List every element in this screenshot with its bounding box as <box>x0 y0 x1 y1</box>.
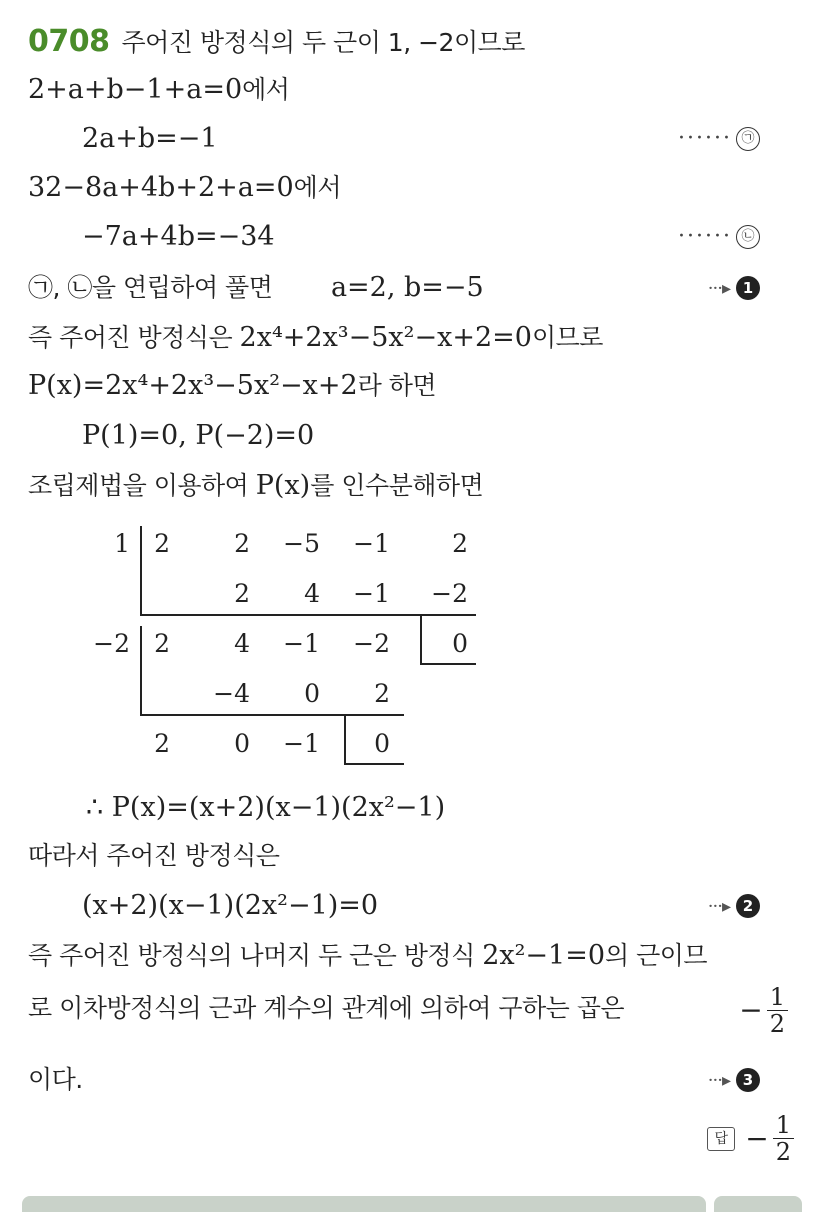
answer-numerator: 1 <box>773 1112 794 1139</box>
divisor: −2 <box>93 629 130 658</box>
text: 에서 <box>293 173 341 202</box>
equation: (x+2)(x−1)(2x²−1)=0 <box>82 890 379 921</box>
equation: P(1)=0, P(−2)=0 <box>82 420 315 451</box>
solution-line <box>28 270 794 306</box>
divider-line <box>420 616 422 664</box>
divider-line <box>344 763 404 765</box>
coef: 0 <box>234 729 250 758</box>
equation: 32−8a+4b+2+a=0 <box>28 172 294 203</box>
step-marker <box>708 1062 760 1099</box>
text: 이다. <box>28 1065 83 1094</box>
circled-label: ㉠ <box>736 127 760 151</box>
divider-line <box>140 714 404 716</box>
coef: 2 <box>154 629 170 658</box>
coef: 2 <box>374 679 390 708</box>
coef: 4 <box>304 579 320 608</box>
answer-icon: 답 <box>707 1127 735 1151</box>
text: 로 이차방정식의 근과 계수의 관계에 의하여 구하는 곱은 <box>28 993 625 1023</box>
coef: −1 <box>283 629 320 658</box>
step-marker <box>708 270 760 307</box>
problem-header <box>28 24 794 61</box>
text: 에서 <box>242 75 290 104</box>
remainder: 0 <box>374 729 390 758</box>
divider-line <box>420 663 476 665</box>
dotted-arrow-icon: ···▸ <box>707 1070 730 1091</box>
text: ㉠, ㉡을 연립하여 풀면 <box>28 273 273 302</box>
coef: 2 <box>452 529 468 558</box>
text: 즉 주어진 방정식의 나머지 두 근은 방정식 <box>28 941 483 970</box>
coef: −1 <box>353 529 390 558</box>
text-line <box>28 838 794 874</box>
divider-line <box>140 626 142 716</box>
equation: 2x⁴+2x³−5x²−x+2=0 <box>239 322 532 353</box>
fraction-value: − $\frac{1}{2}$ <box>739 984 788 1037</box>
equation: ∴ P(x)=(x+2)(x−1)(2x²−1) <box>86 792 446 823</box>
step-badge-icon: 1 <box>736 276 760 300</box>
text: 를 인수분해하면 <box>310 471 484 500</box>
equation: 2+a+b−1+a=0 <box>28 74 243 105</box>
circled-label: ㉡ <box>736 225 760 249</box>
equation-line <box>82 121 794 157</box>
text: 즉 주어진 방정식은 <box>28 323 240 352</box>
dots-icon: ······ <box>678 126 732 151</box>
divider-line <box>140 614 476 616</box>
equation-line <box>28 170 794 206</box>
divider-line <box>140 526 142 616</box>
problem-number: 0708 <box>28 24 110 59</box>
equation: −7a+4b=−34 <box>82 221 275 252</box>
divisor: 1 <box>114 529 130 558</box>
fraction-numerator: 1 <box>767 984 788 1011</box>
equation-line <box>86 790 794 826</box>
coef: 2 <box>234 529 250 558</box>
equation: P(x)=2x⁴+2x³−5x²−x+2 <box>28 370 358 401</box>
text-line <box>28 938 794 974</box>
bottom-bar <box>22 1196 706 1212</box>
text: 따라서 주어진 방정식은 <box>28 841 280 870</box>
answer-denominator: 2 <box>775 1138 791 1166</box>
coef: −4 <box>213 679 250 708</box>
equation-line <box>82 418 794 454</box>
dotted-arrow-icon: ···▸ <box>707 896 730 917</box>
equation: 2a+b=−1 <box>82 123 218 154</box>
text: 조립제법을 이용하여 <box>28 471 256 500</box>
text: 의 근이므 <box>605 941 708 970</box>
coef: 4 <box>234 629 250 658</box>
equation: 2x²−1=0 <box>482 940 606 971</box>
text-line <box>28 983 794 1050</box>
fraction-denominator: 2 <box>769 1010 785 1038</box>
text: 이므로 <box>531 323 603 352</box>
coef: 0 <box>304 679 320 708</box>
text-line <box>28 320 794 356</box>
coef: −2 <box>353 629 390 658</box>
coef: 2 <box>234 579 250 608</box>
text-line <box>28 468 794 504</box>
coef: −5 <box>283 529 320 558</box>
coef: 2 <box>154 729 170 758</box>
step-badge-icon: 3 <box>736 1068 760 1092</box>
divider-line <box>344 716 346 764</box>
dotted-arrow-icon: ···▸ <box>707 278 730 299</box>
text: 라 하면 <box>357 371 437 400</box>
equation-line <box>82 888 794 924</box>
bottom-bar <box>714 1196 802 1212</box>
header-text: 주어진 방정식의 두 근이 1, −2이므로 <box>121 28 525 57</box>
text-line <box>28 1062 794 1098</box>
coef: −1 <box>283 729 320 758</box>
dots-icon: ······ <box>678 224 732 249</box>
coef: −2 <box>431 579 468 608</box>
coef: 2 <box>154 529 170 558</box>
answer: 답 − $\frac{1}{2}$ <box>707 1112 794 1165</box>
equation-line <box>82 219 794 255</box>
equation-marker <box>678 121 760 157</box>
equation-marker <box>678 219 760 255</box>
equation: a=2, b=−5 <box>330 272 484 303</box>
remainder: 0 <box>452 629 468 658</box>
coef: −1 <box>353 579 390 608</box>
text-line <box>28 368 794 404</box>
step-badge-icon: 2 <box>736 894 760 918</box>
equation: P(x) <box>255 470 311 501</box>
equation-line <box>28 72 794 108</box>
step-marker <box>708 888 760 925</box>
